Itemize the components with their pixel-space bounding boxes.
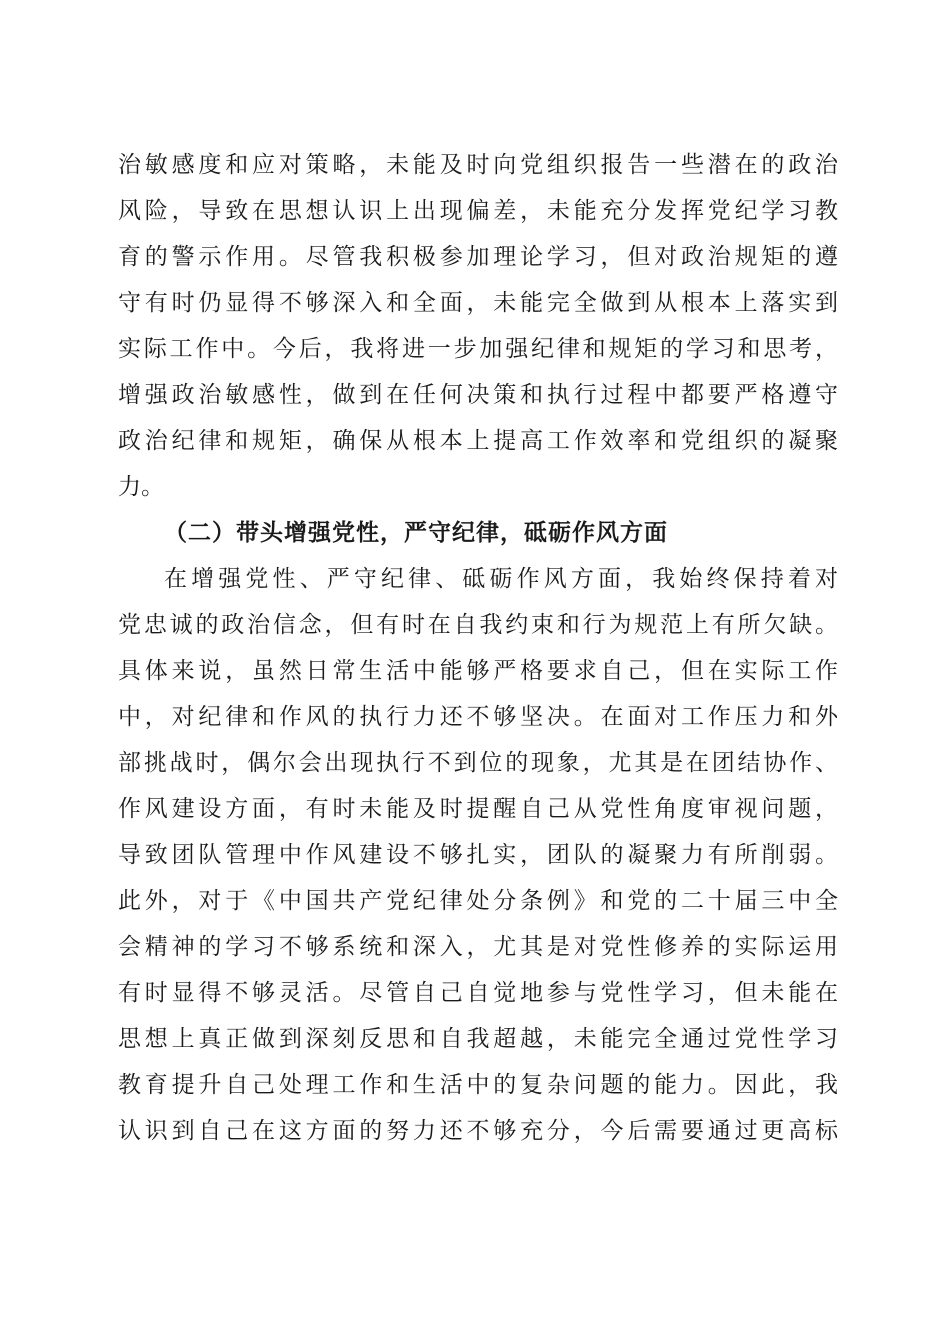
paragraph-line: 有时显得不够灵活。尽管自己自觉地参与党性学习，但未能在 [118,980,838,1006]
paragraph-line: 此外，对于《中国共产党纪律处分条例》和党的二十届三中全 [118,888,838,914]
paragraph-line: 认识到自己在这方面的努力还不够充分，今后需要通过更高标 [118,1118,838,1144]
paragraph-line: 导致团队管理中作风建设不够扎实，团队的凝聚力有所削弱。 [118,842,838,868]
paragraph-line: 实际工作中。今后，我将进一步加强纪律和规矩的学习和思考， [118,336,838,362]
paragraph-line: 中，对纪律和作风的执行力还不够坚决。在面对工作压力和外 [118,704,838,730]
paragraph-line: 育的警示作用。尽管我积极参加理论学习，但对政治规矩的遵 [118,244,838,270]
paragraph-2 [118,556,838,1154]
paragraph-line: 作风建设方面，有时未能及时提醒自己从党性角度审视问题， [118,796,838,822]
paragraph-line: 守有时仍显得不够深入和全面，未能完全做到从根本上落实到 [118,290,838,316]
paragraph-line: 风险，导致在思想认识上出现偏差，未能充分发挥党纪学习教 [118,198,838,224]
paragraph-line: 增强政治敏感性，做到在任何决策和执行过程中都要严格遵守 [118,382,838,408]
section-heading: （二）带头增强党性，严守纪律，砥砺作风方面 [164,519,668,546]
paragraph-1 [118,142,838,510]
paragraph-line: 党忠诚的政治信念，但有时在自我约束和行为规范上有所欠缺。 [118,612,838,638]
paragraph-line: 会精神的学习不够系统和深入，尤其是对党性修养的实际运用 [118,934,838,960]
paragraph-line: 治敏感度和应对策略，未能及时向党组织报告一些潜在的政治 [118,152,838,178]
paragraph-line: 思想上真正做到深刻反思和自我超越，未能完全通过党性学习 [118,1026,838,1052]
paragraph-line: 教育提升自己处理工作和生活中的复杂问题的能力。因此，我 [118,1072,838,1098]
paragraph-line: 具体来说，虽然日常生活中能够严格要求自己，但在实际工作 [118,658,838,684]
paragraph-line: 政治纪律和规矩，确保从根本上提高工作效率和党组织的凝聚 [118,428,838,454]
paragraph-line: 部挑战时，偶尔会出现执行不到位的现象，尤其是在团结协作、 [118,750,838,776]
paragraph-line: 在增强党性、严守纪律、砥砺作风方面，我始终保持着对 [164,566,838,592]
paragraph-line: 力。 [118,474,164,500]
document-body [118,142,838,1154]
